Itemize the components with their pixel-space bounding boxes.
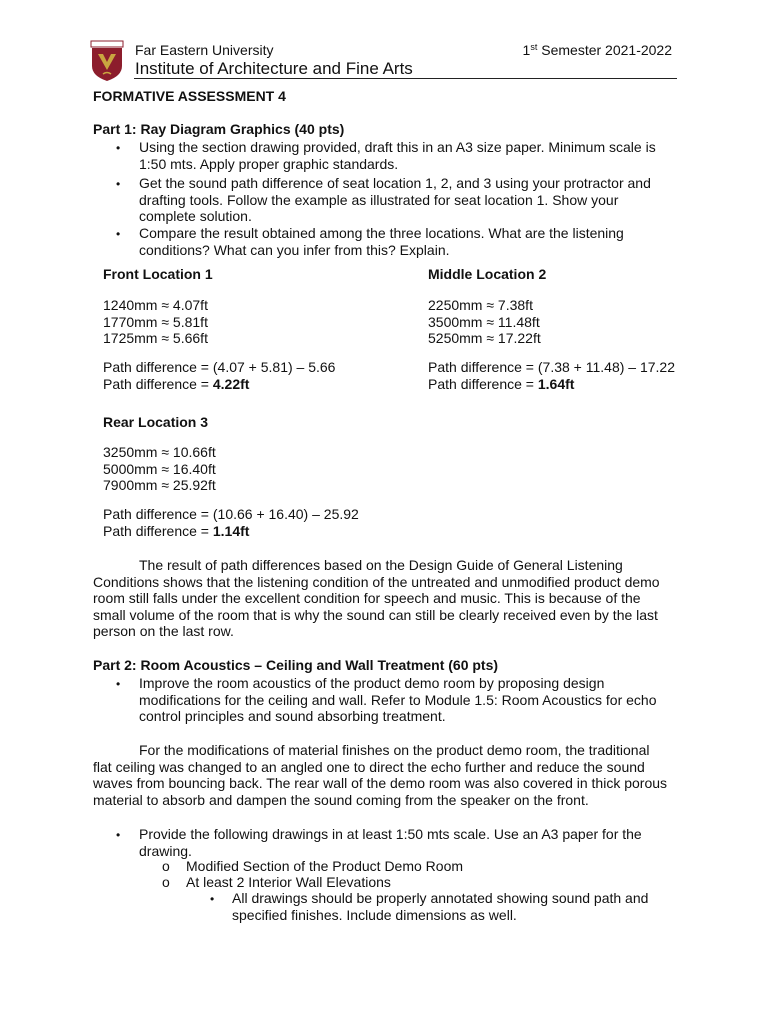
part1-heading: Part 1: Ray Diagram Graphics (40 pts) [93,121,345,137]
university-logo [90,40,124,82]
middle-location-title: Middle Location 2 [428,266,547,282]
sub-bullet-icon: o [162,858,170,874]
results-paragraph: The result of path differences based on the Design Guide of General Listening Conditions shows that the listening condition of the untreated and unmodified product demo room still falls under the excellent condition for speech and music. This is because of the small volume of the room that is why the sound can still be clearly received even by the last person on the last row. [93,557,660,639]
middle-location-formula: Path difference = (7.38 + 11.48) – 17.22 Path difference = 1.64ft [428,359,675,392]
part1-bullet-3: Compare the result obtained among the three locations. What are the listening conditions? What can you infer from this? Explain. [139,225,624,258]
university-name: Far Eastern University [135,42,274,58]
front-location-title: Front Location 1 [103,266,213,282]
subsub-note: All drawings should be properly annotated showing sound path and specified finishes. Include dimensions as well. [232,890,649,923]
bullet-icon: • [116,177,121,191]
part2-bullet-2: Provide the following drawings in at least 1:50 mts scale. Use an A3 paper for the drawing. [139,826,642,859]
middle-location-values: 2250mm ≈ 7.38ft 3500mm ≈ 11.48ft 5250mm ≈ 17.22ft [428,297,541,346]
sub-item-section: Modified Section of the Product Demo Room [186,858,464,874]
semester: 1st Semester 2021-2022 [522,42,672,58]
rear-location-formula: Path difference = (10.66 + 16.40) – 25.92 Path difference = 1.14ft [103,506,359,539]
institute-name: Institute of Architecture and Fine Arts [135,59,413,78]
page-title: FORMATIVE ASSESSMENT 4 [93,88,286,104]
sub-item-elevations: At least 2 Interior Wall Elevations [186,874,391,890]
bullet-icon: • [116,828,121,842]
modifications-paragraph: For the modifications of material finishes on the product demo room, the traditional flat ceiling was changed to an angled one to direct the echo further and reduce the sound waves from bouncing back. The rear wall of the demo room was also covered in thick porous material to absorb and dampen the sound coming from the speaker on the front. [93,742,668,808]
rear-location-title: Rear Location 3 [103,414,209,430]
bullet-icon: • [116,677,121,691]
front-location-formula: Path difference = (4.07 + 5.81) – 5.66 Path difference = 4.22ft [103,359,336,392]
sub-bullet-icon: o [162,874,170,890]
bullet-icon: • [210,892,215,906]
header-rule [134,78,677,79]
bullet-icon: • [116,227,121,241]
part2-heading: Part 2: Room Acoustics – Ceiling and Wall Treatment (60 pts) [93,657,499,673]
bullet-icon: • [116,141,121,155]
part2-bullet-1: Improve the room acoustics of the product demo room by proposing design modifications for the ceiling and wall. Refer to Module 1.5: Room Acoustics for echo control principles and sound absorbing treatment. [139,675,657,724]
part1-bullet-1: Using the section drawing provided, draft this in an A3 size paper. Minimum scale is 1:50 mts. Apply proper graphic standards. [139,139,656,172]
part1-bullet-2: Get the sound path difference of seat location 1, 2, and 3 using your protractor and drafting tools. Follow the example as illustrated for seat location 1. Show your complete solution. [139,175,651,224]
rear-location-values: 3250mm ≈ 10.66ft 5000mm ≈ 16.40ft 7900mm ≈ 25.92ft [103,444,216,493]
front-location-values: 1240mm ≈ 4.07ft 1770mm ≈ 5.81ft 1725mm ≈ 5.66ft [103,297,208,346]
